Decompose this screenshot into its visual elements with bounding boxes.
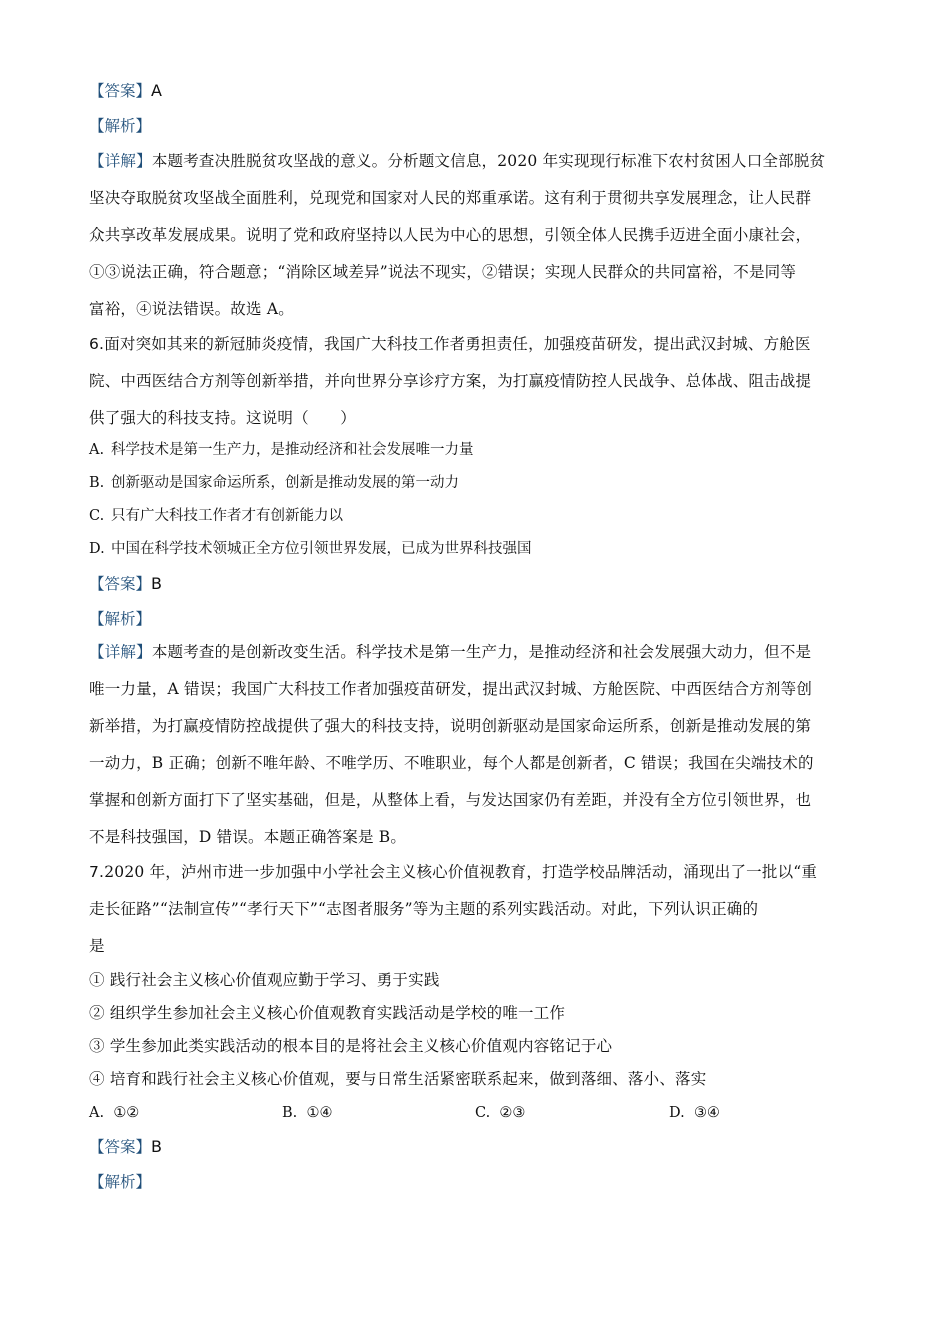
choice-text: ③④ — [693, 1105, 720, 1121]
q6-option-c — [89, 504, 343, 528]
q7-choice-d — [669, 1101, 720, 1125]
q5-detail-line-3: 众共享改革发展成果。说明了党和政府坚持以人民为中心的思想，引领全体人民携手迈进全面小康社会， — [89, 226, 812, 244]
detail-text: 本题考查的是创新改变生活。科学技术是第一生产力，是推动经济和社会发展强大动力，但不是 — [151, 643, 812, 661]
q7-stem-line-3: 是 — [89, 937, 105, 955]
choice-key: C. — [475, 1105, 491, 1121]
q6-answer-line — [89, 572, 162, 596]
option-key: C. — [89, 508, 105, 524]
choice-key: B. — [282, 1105, 298, 1121]
question-number: 6. — [89, 335, 105, 353]
stem-text: 2020 年，泸州市进一步加强中小学社会主义核心价值视教育，打造学校品牌活动，涌现出了一批以“重 — [104, 863, 818, 881]
q5-detail-line-4: ①③说法正确，符合题意；“消除区域差异”说法不现实，②错误；实现人民群众的共同富裕，不是同等 — [89, 263, 797, 281]
q6-stem-line-2: 院、中西医结合方剂等创新举措，并向世界分享诊疗方案，为打赢疫情防控人民战争、总体战、阻击战提 — [89, 372, 812, 390]
option-text: 中国在科学技术领城正全方位引领世界发展，已成为世界科技强国 — [111, 541, 532, 557]
q6-option-b — [89, 471, 459, 495]
answer-tag: 【答案】 — [89, 1138, 152, 1156]
detail-tag: 【详解】 — [89, 643, 152, 661]
answer-value: A — [151, 81, 162, 100]
q6-detail-line-5: 掌握和创新方面打下了坚实基础，但是，从整体上看，与发达国家仍有差距，并没有全方位引领世界，也 — [89, 791, 812, 809]
option-text: 只有广大科技工作者才有创新能力以 — [111, 508, 343, 524]
q5-answer-line — [89, 79, 162, 103]
q7-statement-4: ④ 培育和践行社会主义核心价值观，要与日常生活紧密联系起来，做到落细、落小、落实 — [89, 1070, 707, 1088]
analysis-tag: 【解析】 — [89, 117, 152, 135]
option-key: B. — [89, 475, 105, 491]
analysis-tag: 【解析】 — [89, 610, 152, 628]
q7-choice-a — [89, 1101, 139, 1125]
analysis-tag: 【解析】 — [89, 1173, 152, 1191]
q6-detail-line-3: 新举措，为打赢疫情防控战提供了强大的科技支持，说明创新驱动是国家命运所系，创新是推动发展的第 — [89, 717, 812, 735]
q6-analysis-tag — [89, 607, 151, 631]
option-key: D. — [89, 541, 105, 557]
detail-tag: 【详解】 — [89, 152, 152, 170]
q5-analysis-tag — [89, 114, 151, 138]
q7-analysis-tag — [89, 1170, 151, 1194]
q5-detail-line-5: 富裕，④说法错误。故选 A。 — [89, 300, 294, 318]
choice-text: ②③ — [499, 1105, 526, 1121]
choice-key: D. — [669, 1105, 685, 1121]
option-key: A. — [89, 442, 105, 458]
q6-detail-line-2: 唯一力量，A 错误；我国广大科技工作者加强疫苗研发，提出武汉封城、方舱医院、中西医结合方剂等创 — [89, 680, 813, 698]
q7-statement-1: ① 践行社会主义核心价值观应勤于学习、勇于实践 — [89, 971, 440, 989]
q6-stem-line-3: 供了强大的科技支持。这说明（ ） — [89, 409, 356, 427]
q7-choices-row — [89, 1101, 864, 1125]
q6-stem-line-1 — [89, 332, 811, 356]
q5-detail-line-1 — [89, 149, 825, 173]
answer-tag: 【答案】 — [89, 575, 152, 593]
q7-choice-c — [475, 1101, 525, 1125]
q6-option-a — [89, 438, 474, 462]
q6-detail-line-1 — [89, 640, 811, 664]
q7-statement-3: ③ 学生参加此类实践活动的根本目的是将社会主义核心价值观内容铭记于心 — [89, 1037, 613, 1055]
q7-statement-2: ② 组织学生参加社会主义核心价值观教育实践活动是学校的唯一工作 — [89, 1004, 566, 1022]
detail-text: 本题考查决胜脱贫攻坚战的意义。分析题文信息，2020 年实现现行标准下农村贫困人口全部脱贫 — [151, 152, 826, 170]
option-text: 科学技术是第一生产力，是推动经济和社会发展唯一力量 — [111, 442, 474, 458]
q7-choice-b — [282, 1101, 332, 1125]
q6-detail-line-4: 一动力，B 正确；创新不唯年龄、不唯学历、不唯职业，每个人都是创新者，C 错误；我国在尖端技术的 — [89, 754, 814, 772]
answer-value: B — [151, 1137, 162, 1156]
q5-detail-line-2: 坚决夺取脱贫攻坚战全面胜利，兑现党和国家对人民的郑重承诺。这有利于贯彻共享发展理念，让人民群 — [89, 189, 812, 207]
option-text: 创新驱动是国家命运所系，创新是推动发展的第一动力 — [111, 475, 459, 491]
q6-option-d — [89, 537, 532, 561]
q7-stem-line-1 — [89, 860, 817, 884]
q6-detail-line-6: 不是科技强国，D 错误。本题正确答案是 B。 — [89, 828, 407, 846]
choice-text: ①④ — [306, 1105, 333, 1121]
choice-key: A. — [89, 1105, 105, 1121]
choice-text: ①② — [113, 1105, 140, 1121]
q7-answer-line — [89, 1135, 162, 1159]
stem-text: 面对突如其来的新冠肺炎疫情，我国广大科技工作者勇担责任，加强疫苗研发，提出武汉封城、方舱医 — [104, 335, 811, 353]
question-number: 7. — [89, 863, 105, 881]
answer-tag: 【答案】 — [89, 82, 152, 100]
answer-value: B — [151, 574, 162, 593]
q7-stem-line-2: 走长征路”“法制宣传”“孝行天下”“志图者服务”等为主题的系列实践活动。对此，下列认识正确的 — [89, 900, 759, 918]
